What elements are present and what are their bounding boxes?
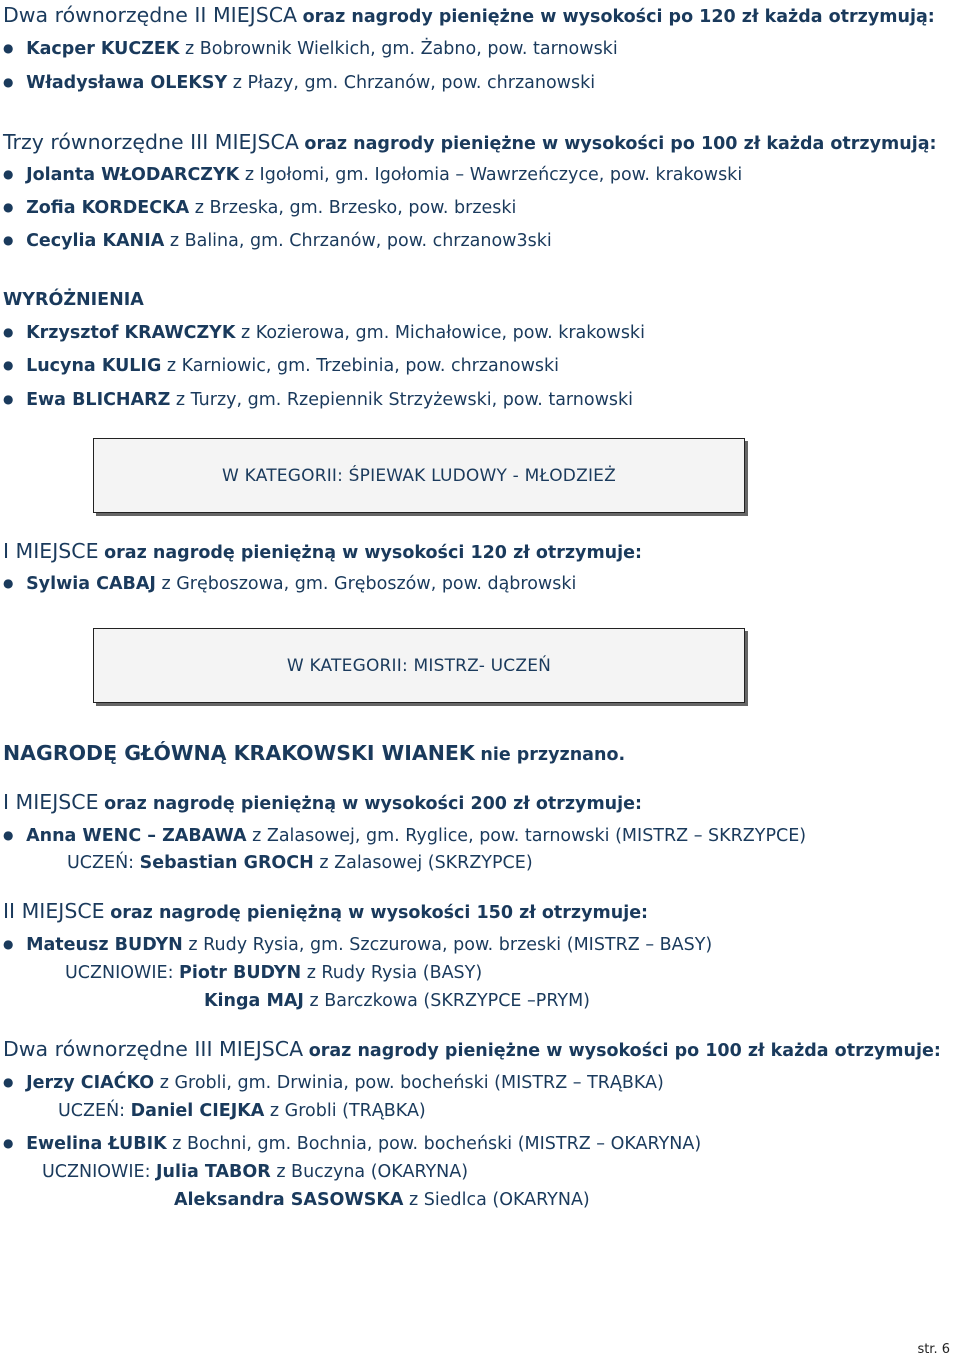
pupil-line: Aleksandra SASOWSKA z Siedlca (OKARYNA) — [174, 1190, 590, 1210]
list-item: ● Lucyna KULIG z Karniowic, gm. Trzebinia, pow. chrzanowski — [3, 355, 559, 378]
heading-third-place: Trzy równorzędne III MIEJSCA oraz nagrody pieniężne w wysokości po 100 zł każda otrzymują: — [3, 130, 937, 154]
list-item: ● Mateusz BUDYN z Rudy Rysia, gm. Szczurowa, pow. brzeski (MISTRZ – BASY) — [3, 934, 712, 957]
page-number: str. 6 — [917, 1342, 950, 1357]
list-item: ● Ewa BLICHARZ z Turzy, gm. Rzepiennik Strzyżewski, pow. tarnowski — [3, 389, 633, 412]
pupil-line: UCZEŃ: Sebastian GROCH z Zalasowej (SKRZYPCE) — [67, 853, 533, 873]
heading-distinctions: WYRÓŻNIENIA — [3, 290, 144, 310]
category-box-singer-youth: W KATEGORII: ŚPIEWAK LUDOWY - MŁODZIEŻ — [93, 438, 745, 513]
category-box-master-pupil: W KATEGORII: MISTRZ- UCZEŃ — [93, 628, 745, 703]
list-item: ● Jolanta WŁODARCZYK z Igołomi, gm. Igołomia – Wawrzeńczyce, pow. krakowski — [3, 164, 742, 187]
list-item: ● Zofia KORDECKA z Brzeska, gm. Brzesko, pow. brzeski — [3, 197, 516, 220]
list-item: ● Kacper KUCZEK z Bobrownik Wielkich, gm. Żabno, pow. tarnowski — [3, 38, 618, 61]
list-item: ● Jerzy CIAĆKO z Grobli, gm. Drwinia, pow. bocheński (MISTRZ – TRĄBKA) — [3, 1072, 664, 1095]
list-item: ● Władysława OLEKSY z Płazy, gm. Chrzanów, pow. chrzanowski — [3, 72, 595, 95]
pupil-line: UCZEŃ: Daniel CIEJKA z Grobli (TRĄBKA) — [58, 1101, 426, 1121]
heading-second-place: Dwa równorzędne II MIEJSCA oraz nagrody pieniężne w wysokości po 120 zł każda otrzymują: — [3, 3, 935, 27]
list-item: ● Krzysztof KRAWCZYK z Kozierowa, gm. Michałowice, pow. krakowski — [3, 322, 645, 345]
heading-second-place: II MIEJSCE oraz nagrodę pieniężną w wysokości 150 zł otrzymuje: — [3, 899, 649, 923]
pupil-line: UCZNIOWIE: Piotr BUDYN z Rudy Rysia (BASY) — [65, 963, 483, 983]
heading-main-prize: NAGRODĘ GŁÓWNĄ KRAKOWSKI WIANEK nie przyznano. — [3, 741, 626, 765]
pupil-line: Kinga MAJ z Barczkowa (SKRZYPCE –PRYM) — [204, 991, 591, 1011]
list-item: ● Sylwia CABAJ z Gręboszowa, gm. Gręboszów, pow. dąbrowski — [3, 573, 576, 596]
heading-third-place: Dwa równorzędne III MIEJSCA oraz nagrody pieniężne w wysokości po 100 zł każda otrzymuje: — [3, 1037, 941, 1061]
list-item: ● Ewelina ŁUBIK z Bochni, gm. Bochnia, pow. bocheński (MISTRZ – OKARYNA) — [3, 1133, 701, 1156]
heading-first-place: I MIEJSCE oraz nagrodę pieniężną w wysokości 120 zł otrzymuje: — [3, 539, 643, 563]
list-item: ● Anna WENC – ZABAWA z Zalasowej, gm. Ryglice, pow. tarnowski (MISTRZ – SKRZYPCE) — [3, 825, 806, 848]
pupil-line: UCZNIOWIE: Julia TABOR z Buczyna (OKARYNA) — [42, 1162, 469, 1182]
list-item: ● Cecylia KANIA z Balina, gm. Chrzanów, pow. chrzanow3ski — [3, 230, 552, 253]
heading-first-place: I MIEJSCE oraz nagrodę pieniężną w wysokości 200 zł otrzymuje: — [3, 790, 643, 814]
